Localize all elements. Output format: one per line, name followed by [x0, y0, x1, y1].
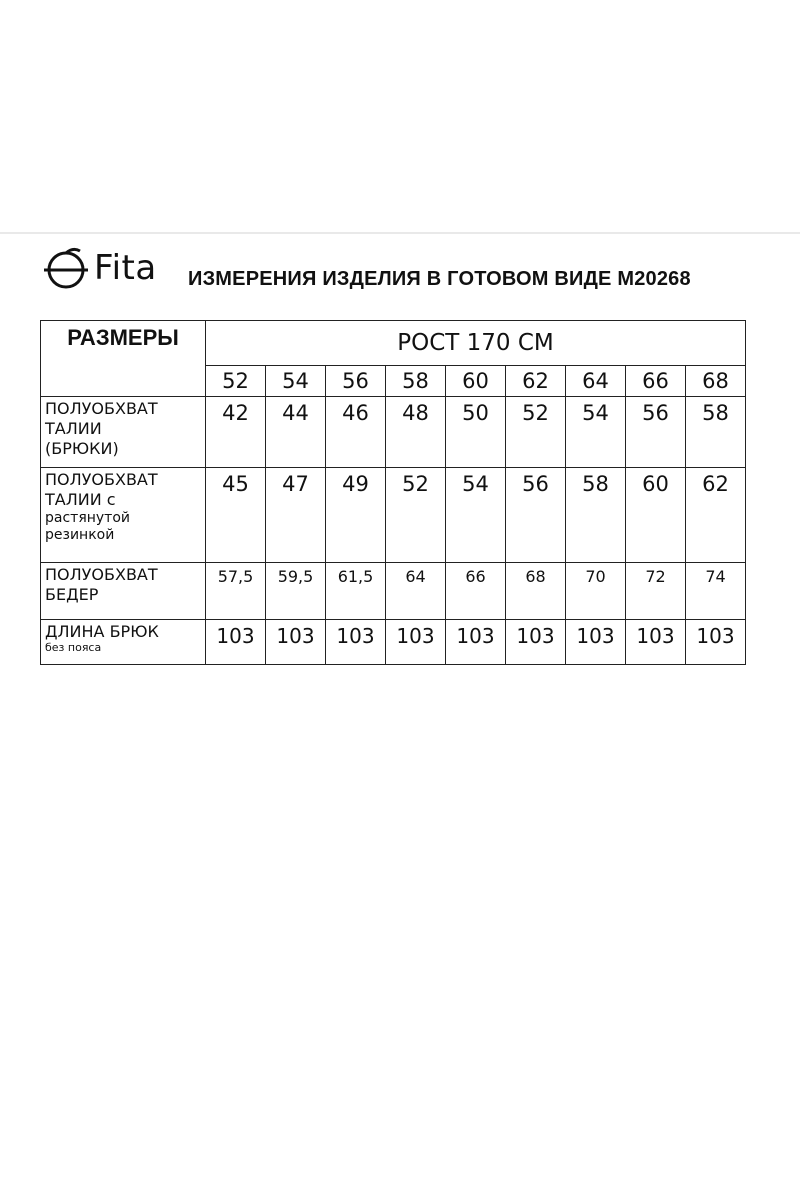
value-cell: 56 [506, 468, 566, 563]
height-header: РОСТ 170 СМ [206, 321, 746, 366]
value-cell: 54 [446, 468, 506, 563]
value-cell: 47 [266, 468, 326, 563]
size-header-cell: 58 [386, 366, 446, 397]
value-cell: 64 [386, 563, 446, 620]
value-cell: 103 [626, 620, 686, 665]
value-cell: 68 [506, 563, 566, 620]
brand-logo [42, 246, 157, 290]
value-cell: 103 [686, 620, 746, 665]
fita-logo-icon [42, 246, 90, 290]
size-header-cell: 52 [206, 366, 266, 397]
row-label-hips: ПОЛУОБХВАТ БЕДЕР [41, 563, 206, 620]
document-title: ИЗМЕРЕНИЯ ИЗДЕЛИЯ В ГОТОВОМ ВИДЕ М20268 [188, 268, 691, 290]
size-header-cell: 66 [626, 366, 686, 397]
value-cell: 58 [566, 468, 626, 563]
value-cell: 103 [566, 620, 626, 665]
value-cell: 62 [686, 468, 746, 563]
table-row [41, 468, 746, 563]
value-cell: 66 [446, 563, 506, 620]
value-cell: 70 [566, 563, 626, 620]
size-header-cell: 68 [686, 366, 746, 397]
value-cell: 103 [446, 620, 506, 665]
value-cell: 50 [446, 397, 506, 468]
sizes-header: РАЗМЕРЫ [41, 321, 206, 397]
value-cell: 60 [626, 468, 686, 563]
top-divider [0, 232, 800, 234]
value-cell: 103 [506, 620, 566, 665]
size-header-cell: 64 [566, 366, 626, 397]
size-header-cell: 62 [506, 366, 566, 397]
table-row [41, 620, 746, 665]
row-label-waist-stretched: ПОЛУОБХВАТ ТАЛИИ с растянутой резинкой [41, 468, 206, 563]
size-chart-table [40, 320, 746, 665]
value-cell: 58 [686, 397, 746, 468]
size-header-cell: 54 [266, 366, 326, 397]
value-cell: 54 [566, 397, 626, 468]
value-cell: 46 [326, 397, 386, 468]
size-header-cell: 60 [446, 366, 506, 397]
table-row [41, 397, 746, 468]
value-cell: 44 [266, 397, 326, 468]
row-label-waist: ПОЛУОБХВАТ ТАЛИИ (БРЮКИ) [41, 397, 206, 468]
value-cell: 59,5 [266, 563, 326, 620]
value-cell: 103 [326, 620, 386, 665]
value-cell: 48 [386, 397, 446, 468]
value-cell: 72 [626, 563, 686, 620]
value-cell: 103 [206, 620, 266, 665]
value-cell: 103 [266, 620, 326, 665]
value-cell: 45 [206, 468, 266, 563]
table-row [41, 563, 746, 620]
value-cell: 42 [206, 397, 266, 468]
value-cell: 103 [386, 620, 446, 665]
row-label-length: ДЛИНА БРЮК без пояса [41, 620, 206, 665]
brand-name: Fita [94, 248, 157, 288]
value-cell: 74 [686, 563, 746, 620]
value-cell: 57,5 [206, 563, 266, 620]
value-cell: 52 [386, 468, 446, 563]
value-cell: 61,5 [326, 563, 386, 620]
value-cell: 56 [626, 397, 686, 468]
size-header-cell: 56 [326, 366, 386, 397]
value-cell: 49 [326, 468, 386, 563]
value-cell: 52 [506, 397, 566, 468]
